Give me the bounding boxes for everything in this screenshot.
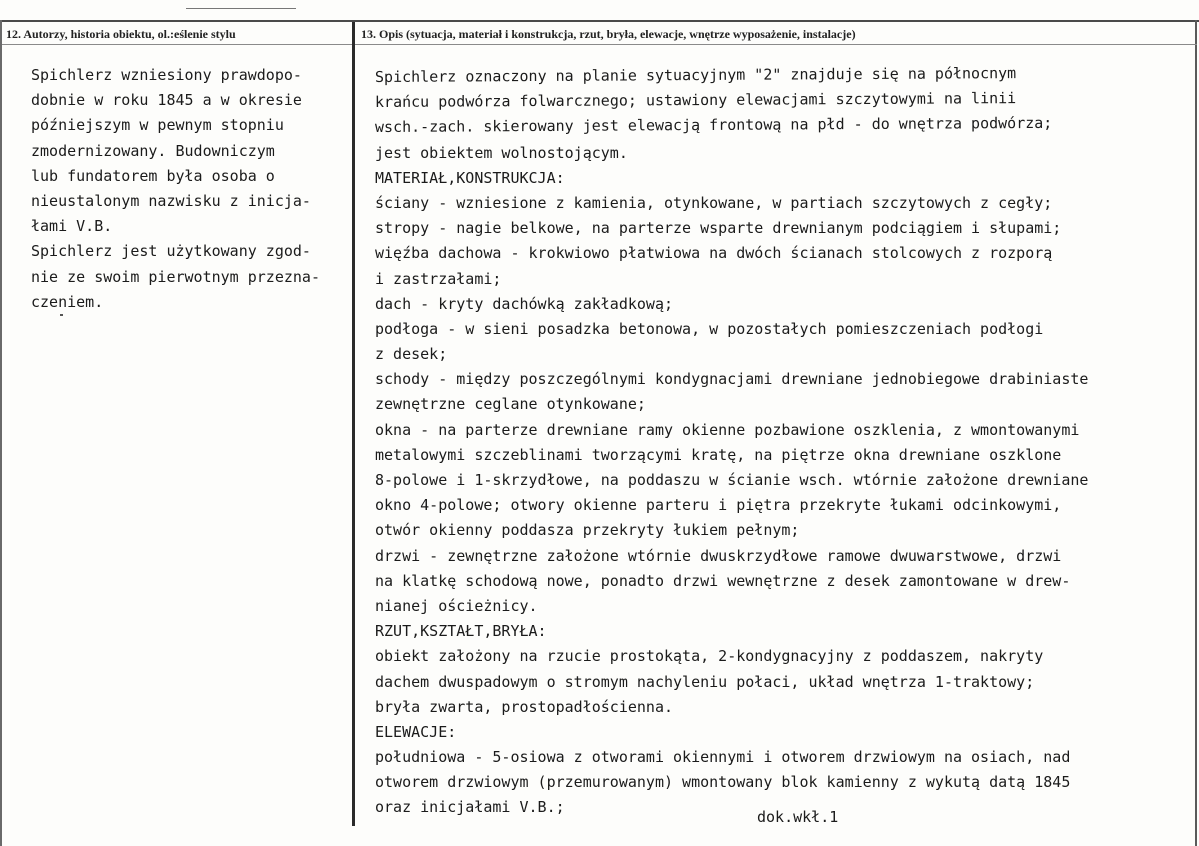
history-line: nieustalonym nazwisku z inicja- xyxy=(31,191,311,210)
description-line: wsch.-zach. skierowany jest elewacją frontową na płd - do wnętrza podwórza; xyxy=(374,114,1053,137)
description-line: okna - na parterze drewniane ramy okienne pozbawione oszklenia, z wmontowanymi xyxy=(375,420,1080,439)
description-line: jest obiektem wolnostojącym. xyxy=(375,143,628,162)
description-line: oraz inicjałami V.B.; xyxy=(375,798,565,817)
description-line: dach - kryty dachówką zakładkową; xyxy=(375,294,674,313)
frame-top-border xyxy=(0,20,1199,22)
history-line: Spichlerz wzniesiony prawdopo- xyxy=(31,66,302,84)
description-line: i zastrzałami; xyxy=(375,269,502,288)
description-line: otworem drzwiowym (przemurowanym) wmontowany blok kamienny z wykutą datą 1845 xyxy=(375,773,1071,792)
description-line: z desek; xyxy=(375,345,448,364)
description-column xyxy=(375,65,1195,821)
document-reference: dok.wkł.1 xyxy=(757,808,839,826)
description-line: obiekt założony na rzucie prostokąta, 2-kondygnacyjny z poddaszem, nakryty xyxy=(375,647,1044,666)
section-13-header: 13. Opis (sytuacja, materiał i konstrukcja, rzut, bryła, elewacje, wnętrze wyposażenie, instalacje) xyxy=(361,27,856,41)
frame-left-border xyxy=(0,20,2,846)
description-line: drzwi - zewnętrzne założone wtórnie dwuskrzydłowe ramowe dwuwarstwowe, drzwi xyxy=(375,546,1062,565)
description-line: Spichlerz oznaczony na planie sytuacyjnym "2" znajduje się na północnym xyxy=(374,64,1017,86)
history-line: nie ze swoim pierwotnym przezna- xyxy=(31,267,320,286)
history-line: łami V.B. xyxy=(31,217,113,236)
description-line: dachem dwuspadowym o stromym nachyleniu połaci, układ wnętrza 1-traktowy; xyxy=(375,672,1035,691)
description-line: nianej ościeżnicy. xyxy=(375,596,538,615)
description-line: okno 4-polowe; otwory okienne parteru i piętra przekryte łukami odcinkowymi, xyxy=(375,496,1062,515)
description-line: ściany - wzniesione z kamienia, otynkowane, w partiach szczytowych z cegły; xyxy=(375,193,1053,212)
column-divider xyxy=(352,22,355,826)
history-line: późniejszym w pewnym stopniu xyxy=(31,116,284,135)
description-line: schody - między poszczególnymi kondygnacjami drewniane jednobiegowe drabiniaste xyxy=(375,370,1089,389)
description-line: południowa - 5-osiowa z otworami okiennymi i otworem drzwiowym na osiach, nad xyxy=(375,748,1071,767)
history-line: zmodernizowany. Budowniczym xyxy=(31,141,275,160)
ink-smudge xyxy=(60,314,63,316)
header-rule xyxy=(2,44,1197,45)
history-line: Spichlerz jest użytkowany zgod- xyxy=(31,242,311,261)
subsection-heading: MATERIAŁ,KONSTRUKCJA: xyxy=(375,168,565,187)
section-12-header: 12. Autorzy, historia obiektu, ol.:eślenie stylu xyxy=(6,27,236,41)
description-line: 8-polowe i 1-skrzydłowe, na poddaszu w ścianie wsch. wtórnie założone drewniane xyxy=(375,471,1089,489)
description-line: podłoga - w sieni posadzka betonowa, w pozostałych pomieszczeniach podłogi xyxy=(375,319,1044,338)
description-line: krańcu podwórza folwarcznego; ustawiony elewacjami szczytowymi na linii xyxy=(374,89,1017,112)
description-line: zewnętrzne ceglane otynkowane; xyxy=(375,395,646,414)
description-line: metalowymi szczeblinami tworzącymi kratę, na piętrze okna drewniane oszklone xyxy=(375,445,1062,464)
description-line: na klatkę schodową nowe, ponadto drzwi wewnętrzne z desek zamontowane w drew- xyxy=(375,571,1071,590)
history-column xyxy=(31,63,349,315)
subsection-heading: ELEWACJE: xyxy=(375,722,457,741)
description-line: więźba dachowa - krokwiowo płatwiowa na dwóch ścianach stolcowych z rozporą xyxy=(375,244,1053,263)
history-line: czeniem. xyxy=(31,292,104,311)
frame-right-border xyxy=(1195,20,1197,846)
description-line: stropy - nagie belkowe, na parterze wsparte drewnianym podciągiem i słupami; xyxy=(375,219,1062,238)
history-line: dobnie w roku 1845 a w okresie xyxy=(31,91,302,110)
subsection-heading: RZUT,KSZTAŁT,BRYŁA: xyxy=(375,622,547,641)
description-line: otwór okienny poddasza przekryty łukiem pełnym; xyxy=(375,521,800,540)
history-line: lub fundatorem była osoba o xyxy=(31,166,275,185)
top-dash-mark xyxy=(186,8,296,9)
description-line: bryła zwarta, prostopadłościenna. xyxy=(375,697,674,716)
